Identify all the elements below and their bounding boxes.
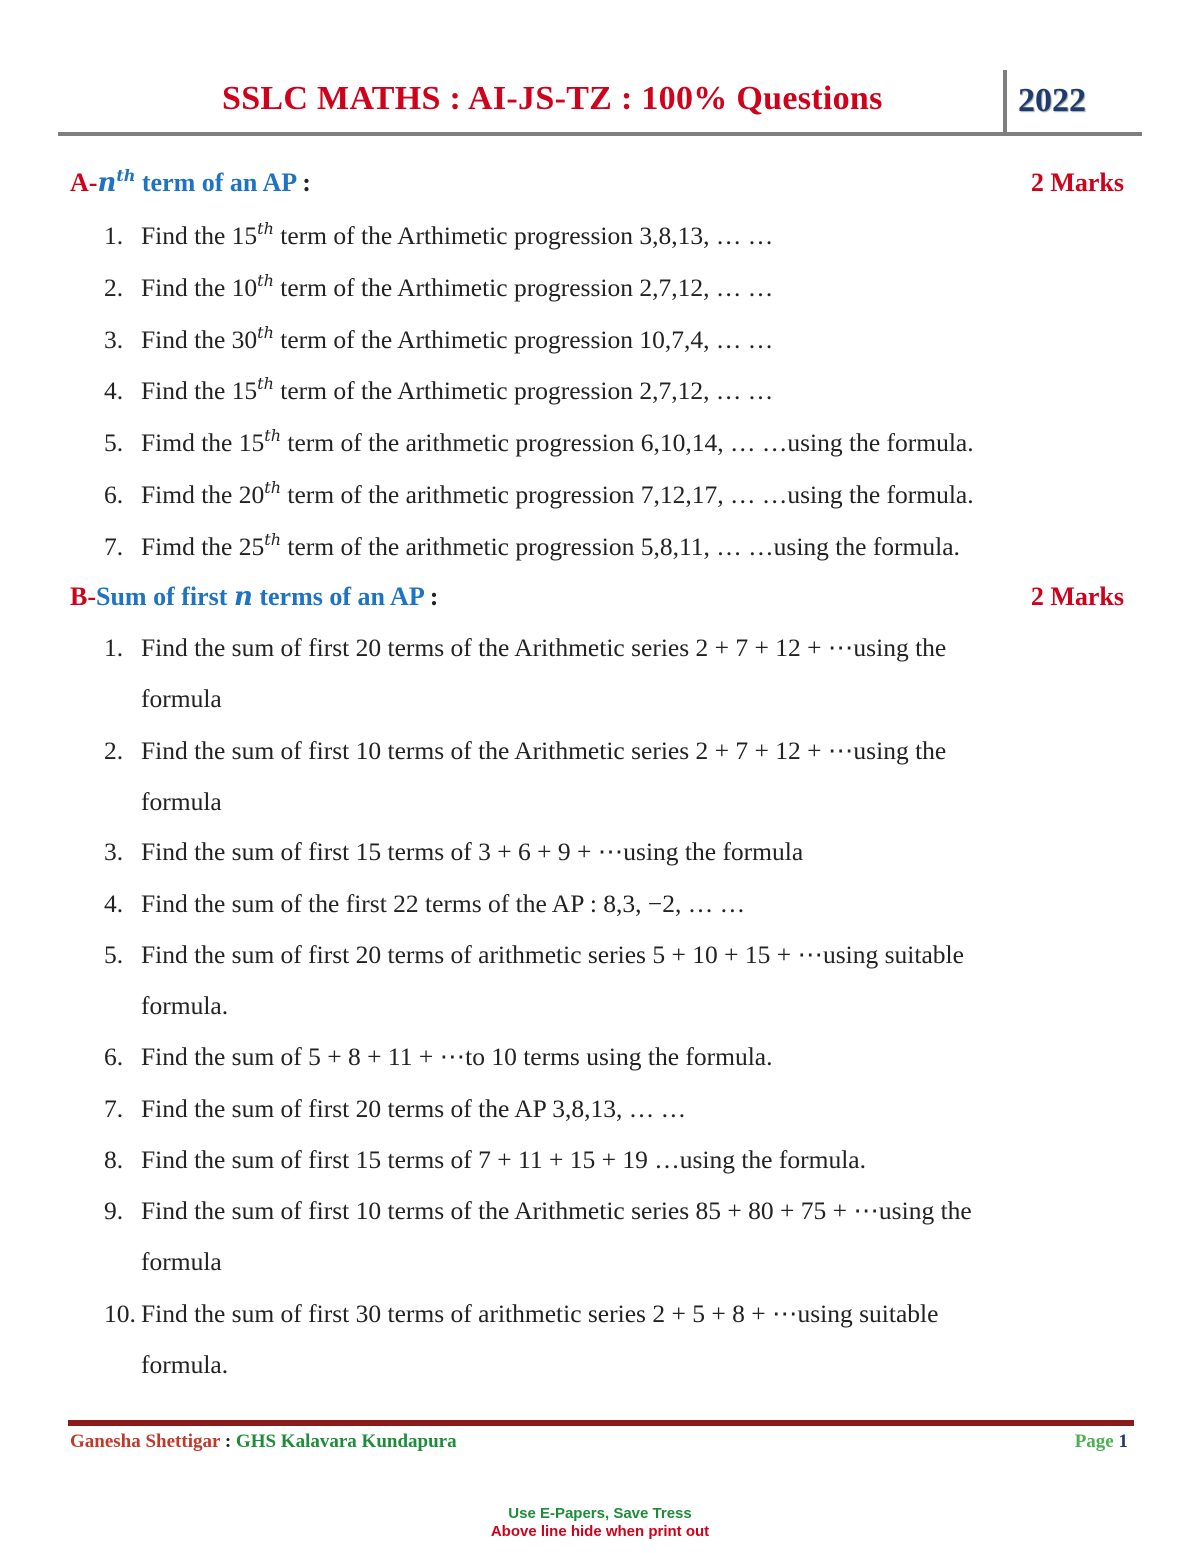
question-text-post: term of the Arthimetic progression 3,8,13, … … (273, 221, 774, 250)
section-b-colon: : (423, 582, 439, 611)
footer-note-print: Above line hide when print out (490, 1523, 710, 1540)
question-superscript: th (264, 478, 281, 497)
section-b-n-symbol: n (233, 582, 253, 612)
question-text-pre: Fimd the 20 (141, 480, 265, 509)
question-number: 4. (104, 376, 124, 405)
question-number: 6. (104, 480, 124, 509)
question-text-pre: Find the 15 (141, 221, 258, 250)
question-text-line1: Find the sum of first 20 terms of arithmetic series 5 + 10 + 15 + ⋯using suitable (141, 940, 964, 969)
page-title: SSLC MATHS : AI-JS-TZ : 100% Questions (222, 80, 883, 117)
section-b-marks: 2 Marks (1030, 582, 1124, 611)
question-number: 1. (104, 221, 124, 250)
question-superscript: th (257, 271, 274, 290)
question-text-line1: Find the sum of the first 22 terms of the AP : 8,3, −2, … … (141, 889, 746, 918)
footer-credit (70, 1431, 457, 1453)
question-text-line1: Find the sum of first 20 terms of the Arithmetic series 2 + 7 + 12 + ⋯using the (141, 633, 947, 662)
question-text-pre: Find the 30 (141, 325, 258, 354)
question-superscript: th (264, 530, 281, 549)
section-a-marks: 2 Marks (1030, 168, 1124, 197)
question-number: 3. (104, 325, 124, 354)
section-a-superscript: th (116, 166, 136, 185)
question-text (141, 469, 1130, 520)
footer-note-eco: Use E-Papers, Save Tress (508, 1505, 692, 1522)
question-number: 9. (104, 1196, 124, 1225)
question-superscript: th (257, 219, 274, 238)
section-a-n-symbol: n (97, 168, 117, 198)
question-text-line1: Find the sum of 5 + 8 + 11 + ⋯to 10 terms using the formula. (141, 1042, 773, 1071)
question-superscript: th (257, 374, 274, 393)
question-text-line1: Find the sum of first 30 terms of arithmetic series 2 + 5 + 8 + ⋯using suitable (141, 1299, 939, 1328)
section-b-heading (70, 582, 1130, 618)
footer-page-number: 1 (1118, 1431, 1128, 1452)
question-number: 8. (104, 1145, 124, 1174)
question-text-pre: Fimd the 25 (141, 532, 265, 561)
header-divider-vertical (1003, 70, 1007, 132)
question-number: 3. (104, 837, 124, 866)
question-text (141, 262, 1130, 313)
question-text (141, 314, 1130, 365)
question-number: 10. (104, 1299, 136, 1328)
question-text-post: term of the arithmetic progression 6,10,14, … …using the formula. (281, 428, 974, 457)
section-b-topic (96, 582, 423, 611)
question-text-line1: Find the sum of first 15 terms of 7 + 11 + 15 + 19 …using the formula. (141, 1145, 866, 1174)
question-superscript: th (257, 323, 274, 342)
section-a-heading (70, 168, 1130, 204)
footer-divider (68, 1420, 1134, 1426)
footer-separator: : (220, 1431, 236, 1452)
section-b-topic-post: terms of an AP (252, 582, 424, 611)
question-text-post: term of the arithmetic progression 5,8,11, … …using the formula. (281, 532, 960, 561)
footer-author: Ganesha Shettigar (70, 1431, 221, 1452)
section-b-letter: B- (70, 582, 96, 611)
header-year: 2022 (1018, 82, 1086, 119)
question-number: 5. (104, 940, 124, 969)
question-text (141, 521, 1130, 572)
question-number: 2. (104, 736, 124, 765)
section-b-topic-pre: Sum of first (96, 582, 234, 611)
question-text-line1: Find the sum of first 15 terms of 3 + 6 + 9 + ⋯using the formula (141, 837, 804, 866)
question-text-post: term of the Arthimetic progression 2,7,12, … … (273, 376, 774, 405)
question-text-line1: Find the sum of first 10 terms of the Arithmetic series 2 + 7 + 12 + ⋯using the (141, 736, 947, 765)
question-number: 5. (104, 428, 124, 457)
question-superscript: th (264, 426, 281, 445)
question-text-line2: formula (141, 684, 222, 713)
question-text-line2: formula. (141, 1350, 229, 1379)
question-text-post: term of the Arthimetic progression 10,7,4, … … (273, 325, 774, 354)
footer-school: GHS Kalavara Kundapura (235, 1431, 457, 1452)
question-number: 7. (104, 1094, 124, 1123)
question-text-line1: Find the sum of first 10 terms of the Arithmetic series 85 + 80 + 75 + ⋯using the (141, 1196, 972, 1225)
question-number: 6. (104, 1042, 124, 1071)
footer-page (1075, 1431, 1128, 1453)
section-a-topic (97, 168, 295, 197)
question-text-line2: formula (141, 1247, 222, 1276)
question-number: 2. (104, 273, 124, 302)
question-text (141, 365, 1130, 416)
question-text-line2: formula (141, 787, 222, 816)
question-text-post: term of the arithmetic progression 7,12,17, … …using the formula. (281, 480, 974, 509)
question-number: 1. (104, 633, 124, 662)
question-text-pre: Find the 10 (141, 273, 258, 302)
section-a-letter: A- (70, 168, 98, 197)
question-text-line2: formula. (141, 991, 229, 1020)
question-text (141, 417, 1130, 468)
question-text-pre: Fimd the 15 (141, 428, 265, 457)
question-text-post: term of the Arthimetic progression 2,7,12, … … (273, 273, 774, 302)
question-text-line1: Find the sum of first 20 terms of the AP 3,8,13, … … (141, 1094, 687, 1123)
header-divider (58, 132, 1142, 136)
footer-page-label: Page (1074, 1431, 1119, 1452)
section-a-colon: : (295, 168, 311, 197)
question-number: 7. (104, 532, 124, 561)
question-text (141, 210, 1130, 261)
question-number: 4. (104, 889, 124, 918)
section-a-topic-text: term of an AP (135, 168, 296, 197)
question-text-pre: Find the 15 (141, 376, 258, 405)
